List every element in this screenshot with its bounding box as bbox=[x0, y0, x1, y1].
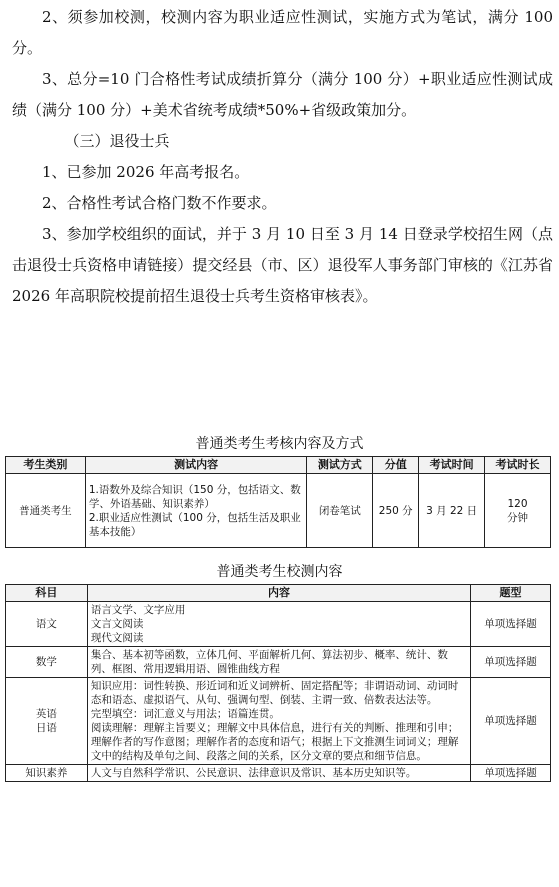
content-cell bbox=[87, 647, 470, 678]
content-cell bbox=[87, 765, 470, 782]
subject-cell: 英语 日语 bbox=[6, 678, 88, 765]
subject-cell: 语文 bbox=[6, 602, 88, 647]
method-cell: 闭卷笔试 bbox=[307, 474, 373, 548]
content-cell bbox=[85, 474, 307, 548]
content-line: 知识应用：词性转换、形近词和近义词辨析、固定搭配等；非谓语动词、动词时态和语态、虚拟语气、从句、强调句型、倒装、主谓一致、倍数表达法等。 bbox=[90, 680, 459, 706]
type-cell: 单项选择题 bbox=[471, 647, 551, 678]
type-cell: 单项选择题 bbox=[471, 678, 551, 765]
table2-caption: 普通类考生校测内容 bbox=[216, 564, 343, 580]
content-line: 人文与自然科学常识、公民意识、法律意识及常识、基本历史知识等。 bbox=[90, 767, 417, 779]
paragraph: 2、须参加校测，校测内容为职业适应性测试，实施方式为笔试，满分 100 分。 bbox=[12, 8, 553, 57]
header-cell: 内容 bbox=[87, 585, 470, 602]
content-line: 2.职业适应性测试（100 分，包括生活及职业基本技能） bbox=[88, 511, 301, 538]
header-cell: 考试时间 bbox=[419, 457, 485, 474]
table-row bbox=[6, 765, 551, 782]
subject-cell: 数学 bbox=[6, 647, 88, 678]
content-line: 1.语数外及综合知识（150 分，包括语文、数学、外语基础、知识素养） bbox=[88, 483, 301, 510]
header-cell: 测试方式 bbox=[307, 457, 373, 474]
section-heading: （三）退役士兵 bbox=[64, 132, 170, 150]
content-line: 文言文阅读 bbox=[90, 618, 144, 630]
paragraph: 3、总分=10 门合格性考试成绩折算分（满分 100 分）+职业适应性测试成绩（满分 100 分）+美术省统考成绩*50%+省级政策加分。 bbox=[12, 70, 553, 119]
score-cell: 250 分 bbox=[373, 474, 419, 548]
paragraph: 2、合格性考试合格门数不作要求。 bbox=[42, 194, 277, 212]
table-header-row bbox=[6, 457, 551, 474]
content-line: 语言文学、文字应用 bbox=[90, 604, 186, 616]
table1-caption: 普通类考生考核内容及方式 bbox=[195, 436, 364, 452]
header-cell: 测试内容 bbox=[85, 457, 307, 474]
category-cell: 普通类考生 bbox=[6, 474, 86, 548]
content-cell bbox=[87, 602, 470, 647]
table-row bbox=[6, 474, 551, 548]
content-line: 现代文阅读 bbox=[90, 632, 144, 644]
subject-cell: 知识素养 bbox=[6, 765, 88, 782]
header-cell: 考试时长 bbox=[485, 457, 551, 474]
table-row bbox=[6, 647, 551, 678]
content-cell bbox=[87, 678, 470, 765]
table-row bbox=[6, 602, 551, 647]
content-line: 阅读理解：理解主旨要义；理解文中具体信息，进行有关的判断、推理和引申；理解作者的写作意图；理解作者的态度和语气；根据上下文推测生词词义；理解文中的结构及单句之间、段落之间的关系，区分文章的要点和细节信息。 bbox=[90, 722, 459, 762]
table-row bbox=[6, 678, 551, 765]
table-header-row bbox=[6, 585, 551, 602]
header-cell: 分值 bbox=[373, 457, 419, 474]
header-cell: 题型 bbox=[471, 585, 551, 602]
duration-line: 分钟 bbox=[507, 511, 529, 524]
header-cell: 科目 bbox=[6, 585, 88, 602]
type-cell: 单项选择题 bbox=[471, 765, 551, 782]
type-cell: 单项选择题 bbox=[471, 602, 551, 647]
duration-line: 120 bbox=[507, 497, 528, 510]
header-cell: 考生类别 bbox=[6, 457, 86, 474]
paragraph: 3、参加学校组织的面试，并于 3 月 10 日至 3 月 14 日登录学校招生网（点击退役士兵资格申请链接）提交经县（市、区）退役军人事务部门审核的《江苏省 2026 年高职院校提前招生退役士兵考生资格审核表》。 bbox=[12, 225, 553, 305]
date-cell: 3 月 22 日 bbox=[419, 474, 485, 548]
duration-cell bbox=[485, 474, 551, 548]
subject-table bbox=[5, 584, 551, 782]
assessment-table bbox=[5, 456, 551, 548]
content-line: 完型填空：词汇意义与用法；语篇连贯。 bbox=[90, 708, 280, 720]
content-line: 集合、基本初等函数，立体几何、平面解析几何、算法初步、概率、统计、数列、框图、常用逻辑用语、圆锥曲线方程 bbox=[90, 649, 448, 675]
body-text bbox=[0, 2, 559, 312]
paragraph: 1、已参加 2026 年高考报名。 bbox=[42, 163, 250, 181]
